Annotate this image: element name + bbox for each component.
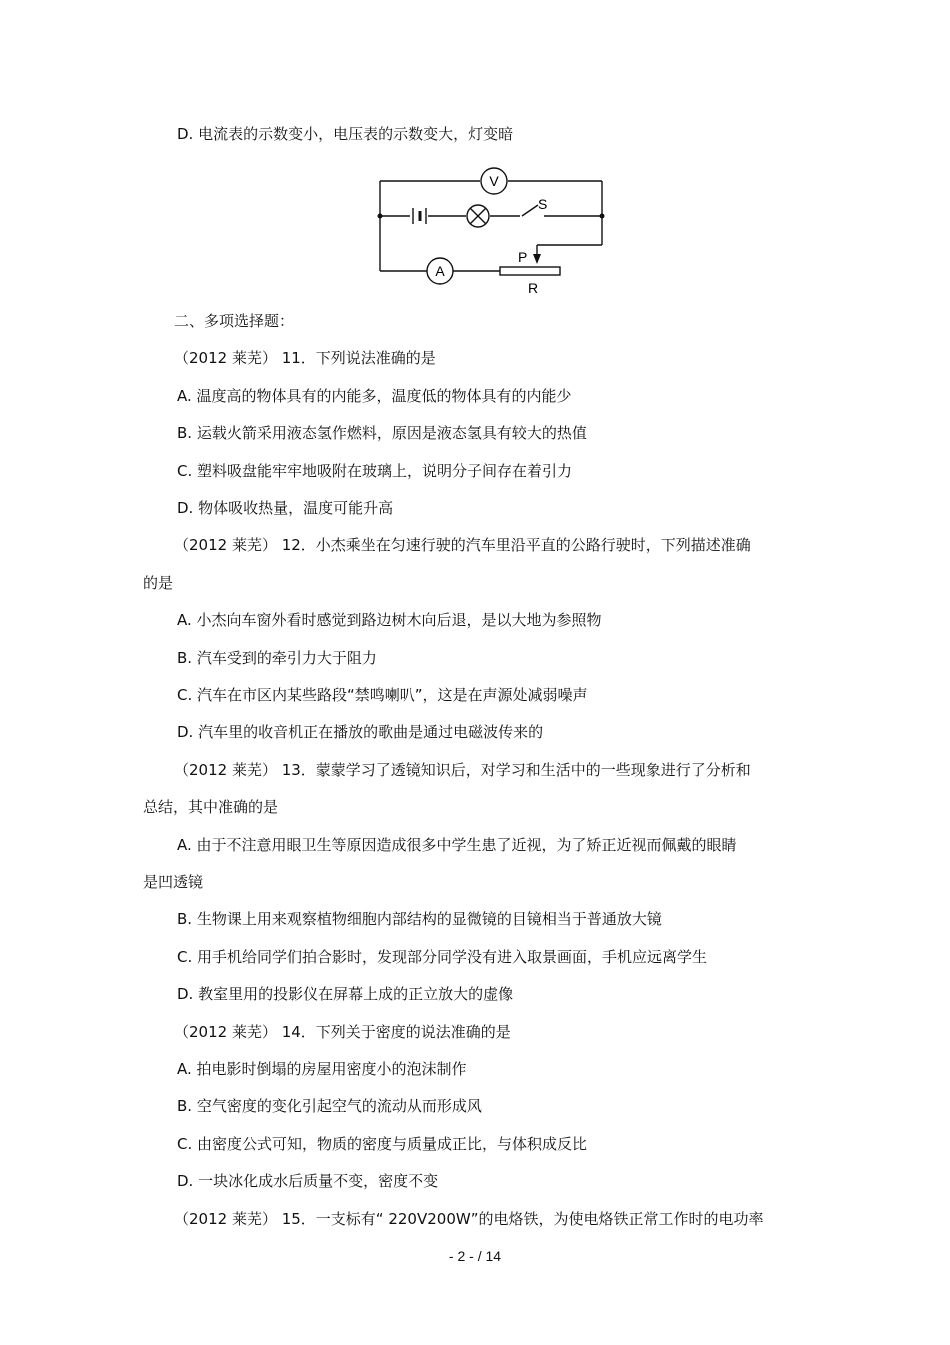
q14-stem: （2012 莱芜） 14．下列关于密度的说法准确的是 (174, 1023, 511, 1041)
slider-arrow-icon (533, 254, 541, 264)
q13-option-c: C. 用手机给同学们拍合影时，发现部分同学没有进入取景画面，手机应远离学生 (177, 948, 708, 966)
q13-option-a-cont: 是凹透镜 (143, 873, 204, 891)
q11-option-d: D. 物体吸收热量，温度可能升高 (177, 499, 394, 517)
q12-option-d: D. 汽车里的收音机正在播放的歌曲是通过电磁波传来的 (177, 723, 544, 741)
junction-right (600, 214, 605, 219)
ammeter-label: A (435, 263, 445, 279)
rheostat-symbol (500, 267, 560, 275)
q12-option-a: A. 小杰向车窗外看时感觉到路边树木向后退，是以大地为参照物 (177, 611, 602, 629)
resistor-label: R (527, 280, 539, 296)
circuit-diagram (370, 163, 620, 298)
lamp-symbol (467, 205, 489, 227)
q13-option-d: D. 教室里用的投影仪在屏幕上成的正立放大的虚像 (177, 985, 514, 1003)
junction-left (378, 214, 383, 219)
page-footer: - 2 - / 14 (448, 1248, 502, 1264)
q13-option-a: A. 由于不注意用眼卫生等原因造成很多中学生患了近视，为了矫正近视而佩戴的眼睛 (177, 836, 737, 854)
q11-option-a: A. 温度高的物体具有的内能多，温度低的物体具有的内能少 (177, 387, 572, 405)
q12-stem-cont: 的是 (143, 574, 174, 592)
q14-option-c: C. 由密度公式可知，物质的密度与质量成正比，与体积成反比 (177, 1135, 588, 1153)
switch-label: S (538, 196, 548, 212)
q14-option-a: A. 拍电影时倒塌的房屋用密度小的泡沫制作 (177, 1060, 467, 1078)
q11-option-b: B. 运载火箭采用液态氢作燃料，原因是液态氢具有较大的热值 (177, 424, 587, 442)
q11-stem: （2012 莱芜） 11．下列说法准确的是 (174, 349, 436, 367)
voltmeter-label: V (489, 173, 499, 189)
q13-option-b: B. 生物课上用来观察植物细胞内部结构的显微镜的目镜相当于普通放大镜 (177, 910, 662, 928)
section-title: 二、多项选择题： (174, 312, 295, 330)
q14-option-d: D. 一块冰化成水后质量不变，密度不变 (177, 1172, 439, 1190)
q13-stem-cont: 总结，其中准确的是 (143, 798, 279, 816)
q14-option-b: B. 空气密度的变化引起空气的流动从而形成风 (177, 1097, 482, 1115)
battery-symbol (413, 208, 426, 224)
q12-stem: （2012 莱芜） 12．小杰乘坐在匀速行驶的汽车里沿平直的公路行驶时，下列描述准确 (174, 536, 751, 554)
q15-stem: （2012 莱芜） 15．一支标有“ 220V200W”的电烙铁，为使电烙铁正常工作时的电功率 (174, 1210, 764, 1228)
q13-stem: （2012 莱芜） 13．蒙蒙学习了透镜知识后，对学习和生活中的一些现象进行了分析和 (174, 761, 751, 779)
slider-label: P (518, 249, 528, 265)
q12-option-b: B. 汽车受到的牵引力大于阻力 (177, 649, 377, 667)
prev-option-d: D. 电流表的示数变小，电压表的示数变大，灯变暗 (177, 125, 514, 143)
q11-option-c: C. 塑料吸盘能牢牢地吸附在玻璃上，说明分子间存在着引力 (177, 462, 573, 480)
q12-option-c: C. 汽车在市区内某些路段“禁鸣喇叭”，这是在声源处减弱噪声 (177, 686, 588, 704)
